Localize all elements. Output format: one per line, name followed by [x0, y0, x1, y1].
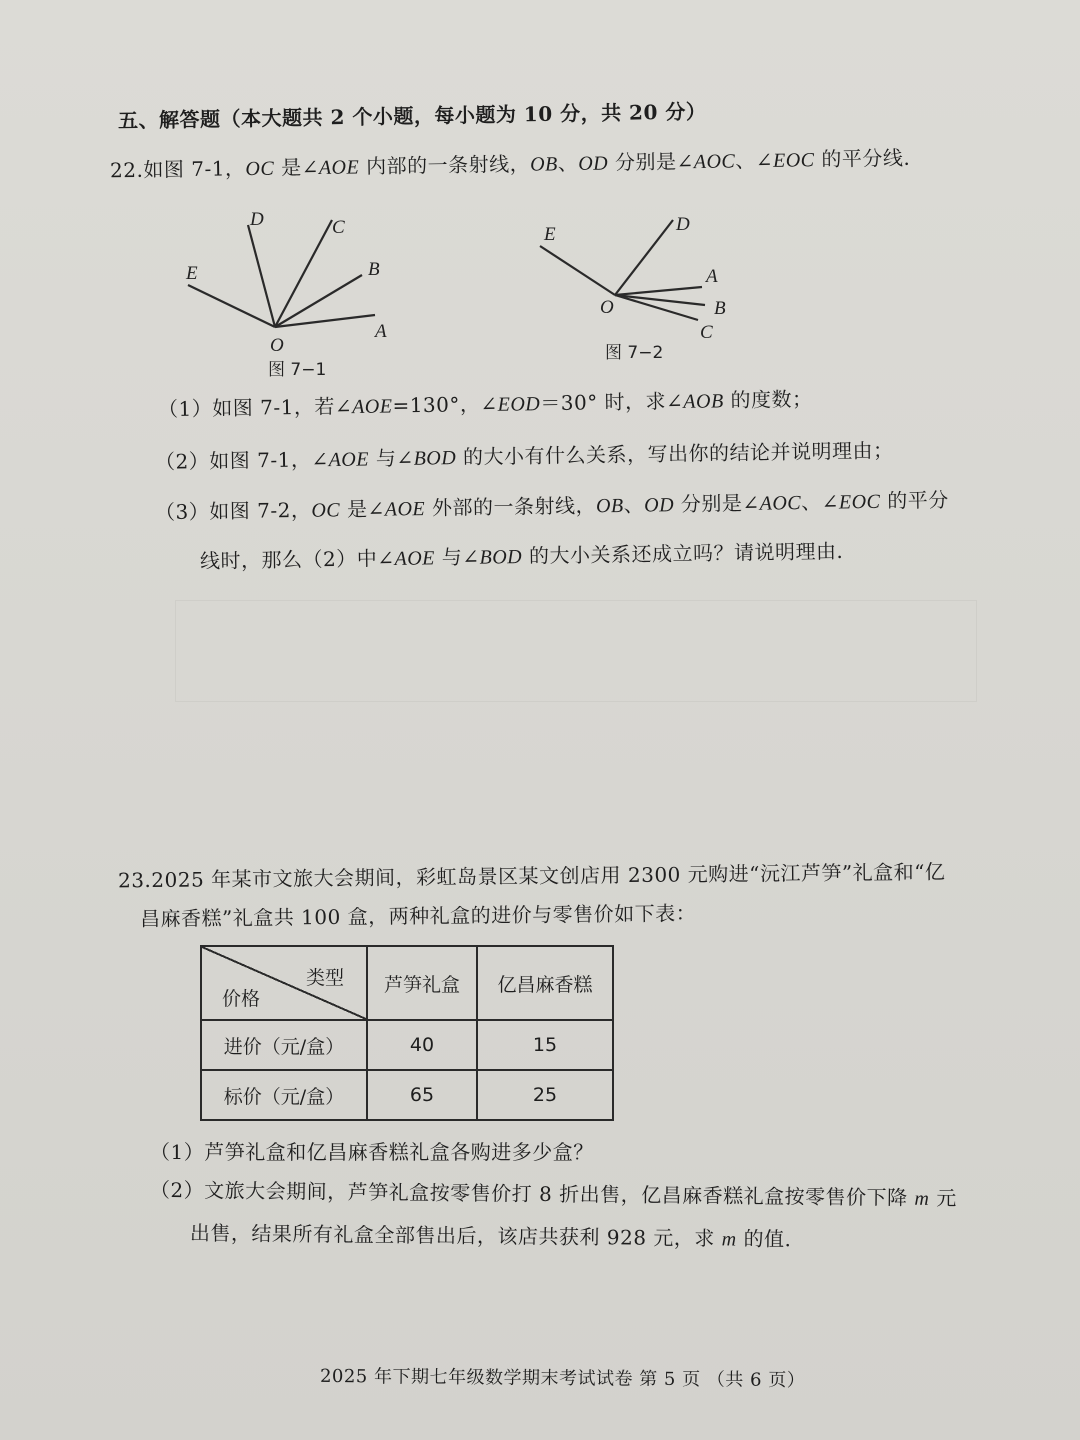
t: BOD: [479, 545, 523, 569]
price-table: [200, 945, 614, 1121]
q23-part2-line1: [150, 1174, 957, 1211]
corner-type-label: 类型: [305, 967, 344, 989]
t: 线时，那么（2）中∠: [199, 545, 395, 574]
ray-oa: [615, 287, 702, 295]
t: m: [721, 1228, 737, 1251]
t: OC: [311, 499, 341, 522]
q22-stem: [110, 142, 911, 184]
table-row: [201, 1020, 613, 1070]
q22-part3-line1: [155, 484, 949, 525]
t: OC: [245, 157, 275, 181]
t: AOB: [683, 390, 724, 413]
t: 、: [557, 150, 579, 176]
t: 与∠: [368, 445, 414, 471]
t: AOE: [394, 547, 436, 570]
t: 的度数；: [723, 386, 813, 413]
row-label-cost: 进价（元/盒）: [201, 1020, 367, 1070]
ray-oe: [540, 246, 615, 295]
t: 内部的一条射线，: [359, 151, 531, 179]
label-c: C: [700, 322, 713, 343]
ray-od: [248, 225, 275, 327]
t: 是∠: [274, 155, 320, 180]
t: 的平分线.: [814, 145, 911, 172]
label-e: E: [544, 224, 556, 245]
q23-part2-line2: [190, 1217, 792, 1252]
t: 是∠: [339, 496, 385, 522]
t: 元: [929, 1185, 957, 1211]
corner-price-label: 价格: [222, 988, 261, 1010]
t: 、: [623, 492, 645, 517]
t: 的大小有什么关系，写出你的结论并说明理由；: [456, 438, 894, 470]
row-label-list-price: 标价（元/盒）: [201, 1070, 367, 1120]
t: EOC: [772, 149, 815, 172]
q23-stem-line2: 昌麻香糕”礼盒共 100 盒，两种礼盒的进价与零售价如下表：: [139, 901, 697, 931]
q23-stem-line1: 23.2025 年某市文旅大会期间，彩虹岛景区某文创店用 2300 元购进“沅江芦笋”礼盒和“亿: [117, 859, 946, 893]
t: 的值.: [736, 1226, 792, 1252]
t: 分别是∠: [607, 149, 694, 175]
table-row: [201, 1070, 613, 1120]
label-b: B: [714, 298, 726, 319]
t: AOC: [693, 150, 736, 174]
t: （2）如图 7-1，∠: [154, 447, 329, 474]
t: AOE: [328, 448, 370, 472]
t: 如图 7-1，: [143, 156, 246, 182]
ray-oe: [188, 285, 275, 327]
q22-part3-line2: [200, 535, 844, 574]
label-o: O: [600, 297, 614, 318]
cell-value: 15: [477, 1020, 613, 1070]
t: ＝30° 时，求∠: [540, 388, 684, 416]
fig2-caption: 图 7−2: [605, 343, 664, 363]
section-header: [118, 95, 707, 133]
t: 出售，结果所有礼盒全部售出后，该店共获利 928 元，求: [189, 1220, 722, 1251]
t: （1）如图 7-1，若∠: [157, 394, 353, 422]
t: AOE: [351, 395, 393, 419]
t: 的大小关系还成立吗？请说明理由.: [521, 538, 844, 568]
t: OB: [529, 153, 558, 176]
header-asparagus: 芦笋礼盒: [367, 946, 477, 1020]
header-sesame-cake: 亿昌麻香糕: [477, 946, 613, 1020]
q23-part1: （1）芦笋礼盒和亿昌麻香糕礼盒各购进多少盒？: [150, 1140, 594, 1164]
t: AOC: [759, 492, 802, 515]
label-d: D: [250, 209, 264, 230]
t: 与∠: [434, 544, 480, 570]
fig1-caption: 图 7−1: [268, 360, 327, 380]
t: AOE: [384, 497, 426, 521]
t: 分别是∠: [673, 490, 760, 517]
t: m: [914, 1187, 930, 1210]
figure-7-1: [170, 205, 430, 390]
figure-7-2: [530, 210, 750, 370]
t: EOC: [838, 490, 881, 514]
t: =130°，∠: [392, 391, 498, 418]
label-d: D: [676, 214, 690, 235]
label-a: A: [706, 266, 718, 287]
ray-od: [615, 220, 673, 295]
t: AOE: [318, 156, 360, 180]
section-note: （本大题共 2 个小题，每小题为 10 分，共 20 分）: [220, 99, 707, 132]
t: BOD: [413, 447, 457, 470]
q22-number: 22.: [109, 157, 144, 183]
cell-value: 65: [367, 1070, 477, 1120]
t: OB: [595, 494, 624, 518]
t: OD: [643, 494, 675, 517]
label-o: O: [270, 335, 284, 356]
label-e: E: [186, 263, 198, 284]
label-c: C: [332, 217, 345, 238]
label-b: B: [368, 259, 380, 280]
page-footer: 2025 年下期七年级数学期末考试试卷 第 5 页 （共 6 页）: [319, 1365, 806, 1392]
t: 外部的一条射线，: [424, 493, 597, 520]
t: 的平分: [880, 487, 949, 513]
t: （3）如图 7-2，: [154, 497, 312, 525]
q22-part2: [155, 434, 894, 475]
cell-value: 40: [367, 1020, 477, 1070]
t: 、∠: [735, 147, 774, 173]
t: （2）文旅大会期间，芦笋礼盒按零售价打 8 折出售，亿昌麻香糕礼盒按零售价下降: [149, 1177, 915, 1210]
bleed-through-shadow: [175, 600, 977, 702]
label-a: A: [375, 321, 387, 342]
t: EOD: [497, 393, 541, 416]
cell-value: 25: [477, 1070, 613, 1120]
section-title: 五、解答题: [117, 107, 221, 133]
t: OD: [578, 152, 609, 175]
table-corner-cell: [201, 946, 367, 1020]
t: 、∠: [800, 489, 840, 515]
